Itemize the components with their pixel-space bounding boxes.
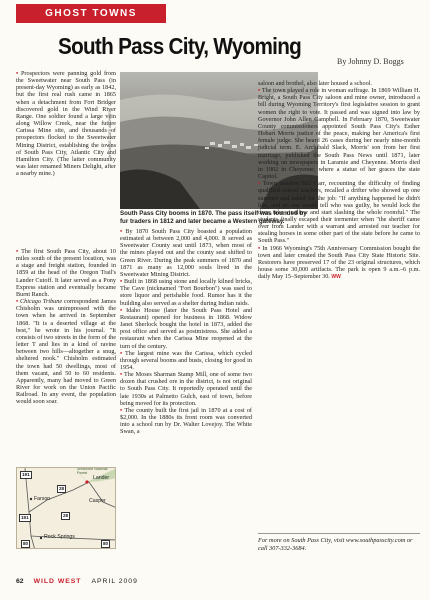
column-2 (120, 228, 252, 436)
route-191-shield: 191 (22, 472, 30, 477)
tribune-name: Chicago Tribune (20, 298, 63, 306)
bullet-icon: • (16, 298, 19, 306)
col2-paragraph-6: The county built the first jail in 1870 at a cost of $2,000. In the 1880s its front room was converted into a school run by Dr. Walter Lovejoy. The White Swan, a (120, 406, 252, 436)
route-28-shield: 28 (59, 486, 65, 491)
photo-credit: WYOMING STATE ARCHIVES (108, 110, 112, 158)
col2-paragraph-5: The Moses Sharman Stamp Mill, one of some two dozen that crushed ore in the district, is not original to South Pass City. It reportedly operated until the late 1930s at Palmetto Gulch, east of town, before being moved for its protection. (120, 371, 252, 407)
bullet-icon: • (120, 371, 123, 379)
column-1-lower (16, 248, 116, 405)
col2-paragraph-4: The largest mine was the Carissa, which cycled through several booms and busts, closing for good in 1954. (120, 349, 252, 371)
map-label-rock-springs: Rock Springs (44, 534, 75, 540)
south-pass-city-dot (85, 480, 88, 483)
end-mark: WW (331, 274, 341, 281)
col3-paragraph-2: The town played a role in woman suffrage. In 1869 William H. Bright, a South Pass City saloon and mine owner, introduced a bill during Wyoming Territory's first legislative session to grant women the right to vote. It passed and was signed into law by Governor John Allen Campbell. In February 1870, Sweetwater County commissioners appointed South Pass City's Esther Hobart Morris justice of the peace, making her America's first female judge. She heard 26 cases during her nearly nine-month judicial term. E. Archibald Slack, Morris' son from her first marriage, published the South Pass News until 1871, later working on newspapers in Laramie and Cheyenne. Morris died in 1902 in Cheyenne, where a statue of her graces the state Capitol. (258, 87, 421, 181)
issue-date: APRIL 2009 (91, 578, 138, 585)
col3-paragraph-1: saloon and brothel, also later housed a school. (258, 80, 372, 87)
page-footer (16, 578, 138, 585)
bullet-icon: • (258, 244, 261, 252)
bullet-icon: • (16, 248, 19, 255)
route-80-shield-east: 80 (103, 541, 109, 546)
map-label-shoshone: Shoshone National Forest (77, 467, 108, 475)
route-191-shield-lower: 191 (21, 515, 29, 520)
first-south-pass-paragraph: The first South Pass City, about 10 miles south of the present location, was a stage and freight station, founded in 1859 at the head of the Oregon Trail's Lander Cutoff. It later served as a Pony Express station and eventually became Burnt Ranch. (16, 248, 116, 298)
bullet-icon: • (120, 278, 123, 286)
map-label-farson: Farson (34, 496, 51, 502)
bullet-icon: • (258, 180, 261, 188)
col3-paragraph-3: Town resident Bill Carr, recounting the difficulty of finding qualified school teachers, recalled a drifter who showed up one summer and asked for the job: "If anything happened he didn't like, and no one would tell who was guilty, he would lock the door, take a willow and start slashing the whole roomful." The students finally escaped their tormenter when "the sheriff came over from Lander with a warrant and arrested our teacher for stealing horses in some other part of the state before he came to South Pass." (258, 180, 420, 245)
col3-paragraph-4: In 1966 Wyoming's 75th Anniversary Commission bought the town and later created the South Pass City State Historic Site. Restorers have preserved 17 of the 23 original structures, which house some 30,000 artifacts. The park is open 9 a.m.–6 p.m. daily May 15–September 30. (258, 244, 421, 281)
column-3 (258, 80, 420, 281)
bullet-icon: • (16, 70, 19, 77)
route-80-shield: 80 (23, 541, 29, 546)
chisholm-paragraph: correspondent James Chisholm was unimpressed with the town when he arrived in September 1868. "It is a deserted village at the best," he wrote in his journal. "It consists of two streets in the form of the letter T and lies in a kind of ravine between two hills—altogether a snug, sheltered nook." Chisholm estimated the town had 50 dwellings, most of them vacant, and 50 to 60 residents. Apparently, many had moved to Green River for work on the Union Pacific Railroad. In any event, the population would soon soar. (16, 298, 116, 406)
map-label-casper: Casper (89, 498, 106, 504)
magazine-name: WILD WEST (33, 578, 82, 585)
photo-caption: South Pass City booms in 1870. The pass itself was founded by fur traders in 1812 and later became a Western gateway. (120, 210, 307, 225)
article-title: South Pass City, Wyoming (58, 33, 302, 59)
page-number: 62 (16, 578, 24, 585)
col2-paragraph-1: By 1870 South Pass City boasted a population estimated at between 2,000 and 4,000. It served as Sweetwater County seat until 1873, when most of the mines played out and the county seat shifted to Green River. During the peak summers of 1870 and 1871 as many as 12,000 souls lived in the Sweetwater Mining District. (120, 228, 252, 278)
section-banner: GHOST TOWNS (16, 4, 166, 23)
bullet-icon: • (120, 406, 123, 414)
route-28-shield-lower: 28 (63, 513, 69, 518)
bullet-icon: • (120, 306, 123, 314)
locator-map (16, 467, 116, 549)
intro-paragraph: Prospectors were panning gold from the Sweetwater near South Pass (in present-day Wyoming) as early as 1842, but the first real rush came in 1865 when a detachment from Fort Bridger discovered gold in the Wind River Range. One soldier found a large vein along Willow Creek, near the future Carissa Mine site, and thousands of prospectors flocked to the Sweetwater Mining District, establishing the towns of South Pass City, Atlantic City and Hamilton City. (The latter community was later renamed Miners Delight, after a nearby mine.) (16, 70, 116, 178)
info-box: For more on South Pass City, visit www.southpasscity.com or call 307-332-3684. (258, 533, 420, 553)
bullet-icon: • (120, 349, 123, 357)
bullet-icon: • (258, 87, 261, 95)
map-label-lander: Lander (93, 475, 110, 481)
byline: By Johnny D. Boggs (337, 57, 404, 66)
column-1-intro (16, 70, 116, 177)
col2-paragraph-3: Idaho House (later the South Pass Hotel and Restaurant) opened for business in 1868. Widow Janet Sherlock bought the hotel in 1873, added the post office and served as postmistress. She added a restaurant when the Carissa Mine reopened at the turn of the century. (120, 306, 253, 350)
bullet-icon: • (120, 228, 123, 235)
col2-paragraph-2: Built in 1868 using stone and locally kilned bricks, The Cave (nicknamed "Fort Bourbon") was used to store liquor and perishable food. Rumor has it the building also served as a shelter during Indian raids. (120, 278, 252, 307)
